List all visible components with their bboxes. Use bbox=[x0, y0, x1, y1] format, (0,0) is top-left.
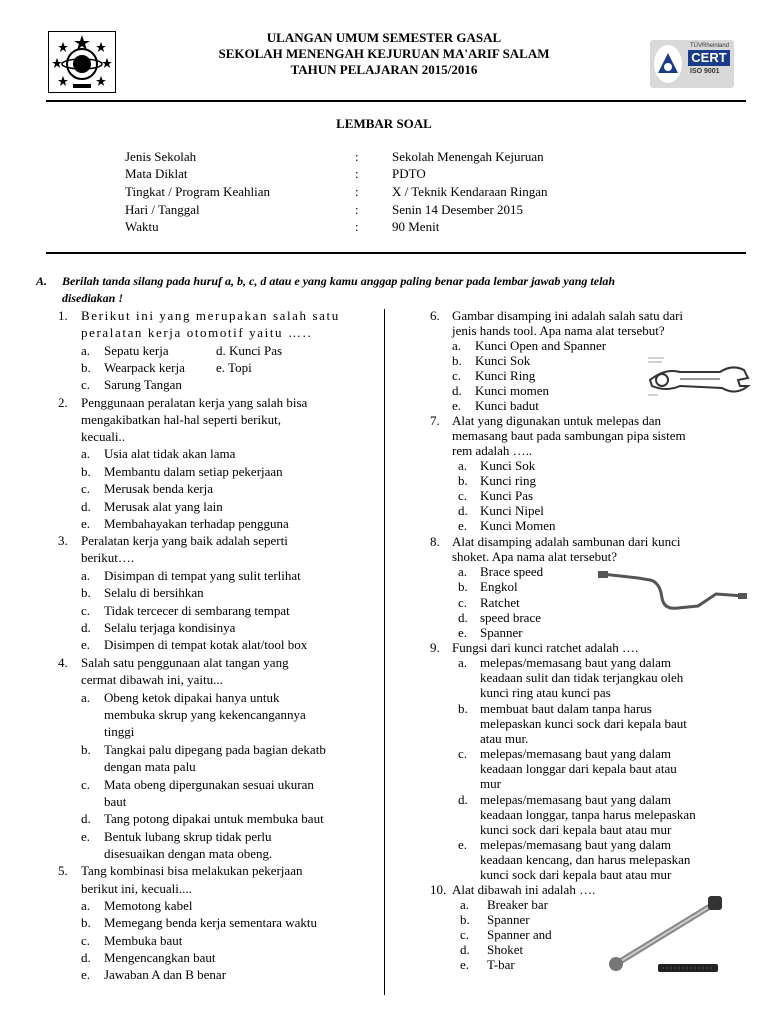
option-letter[interactable]: c. bbox=[452, 368, 462, 383]
info-value: 90 Menit bbox=[392, 219, 440, 234]
question-text: Peralatan kerja yang baik adalah seperti bbox=[81, 533, 288, 548]
option-text[interactable]: Memotong kabel bbox=[104, 898, 193, 913]
info-label: Waktu bbox=[125, 219, 159, 234]
option-text[interactable]: Kunci Ring bbox=[475, 368, 536, 383]
question-text: Alat disamping adalah sambunan dari kunci bbox=[452, 534, 681, 549]
option-letter[interactable]: c. bbox=[81, 377, 91, 392]
option-text[interactable]: keadaan sulit dan tidak terjangkau oleh bbox=[480, 670, 684, 685]
option-letter[interactable]: d. bbox=[452, 383, 462, 398]
question-number: 2. bbox=[58, 395, 68, 410]
question-text: berikut…. bbox=[81, 550, 135, 565]
option-text[interactable]: Wearpack kerja bbox=[104, 360, 185, 375]
header-school-name: SEKOLAH MENENGAH KEJURUAN MA'ARIF SALAM bbox=[218, 46, 550, 61]
option-letter[interactable]: e. bbox=[81, 516, 91, 531]
question-text: Salah satu penggunaan alat tangan yang bbox=[81, 655, 289, 670]
question-number: 6. bbox=[430, 308, 440, 323]
cert-brand: TÜVRheinland bbox=[690, 43, 730, 49]
option-text[interactable]: Brace speed bbox=[480, 564, 544, 579]
option-letter[interactable]: d. bbox=[460, 942, 470, 957]
option-letter[interactable]: a. bbox=[81, 898, 91, 913]
question-text: shoket. Apa nama alat tersebut? bbox=[452, 549, 617, 564]
option-letter[interactable]: e. bbox=[458, 518, 468, 533]
option-letter[interactable]: a. bbox=[458, 655, 468, 670]
option-letter[interactable]: e. bbox=[452, 398, 462, 413]
question-number: 8. bbox=[430, 534, 440, 549]
option-letter[interactable]: c. bbox=[81, 481, 91, 496]
question-text: Berikut ini yang merupakan salah satu bbox=[81, 308, 340, 323]
question-number: 9. bbox=[430, 640, 440, 655]
question-text: Fungsi dari kunci ratchet adalah …. bbox=[452, 640, 639, 655]
option-text[interactable]: tinggi bbox=[104, 724, 135, 739]
option-text[interactable]: Usia alat tidak akan lama bbox=[104, 446, 236, 461]
option-text[interactable]: keadaan longgar dari kepala baut atau bbox=[480, 761, 677, 776]
option-text[interactable]: Selalu di bersihkan bbox=[104, 585, 204, 600]
option-text[interactable]: melepas/memasang baut yang dalam bbox=[480, 837, 671, 852]
option-letter[interactable]: a. bbox=[81, 343, 91, 358]
info-value: Senin 14 Desember 2015 bbox=[392, 202, 524, 217]
option-text[interactable]: Jawaban A dan B benar bbox=[104, 967, 227, 982]
option-letter[interactable]: b. bbox=[81, 915, 91, 930]
option-text[interactable]: membuka skrup yang kekencangannya bbox=[104, 707, 306, 722]
option-letter[interactable]: c. bbox=[458, 488, 468, 503]
option-letter[interactable]: b. bbox=[81, 585, 91, 600]
question-number: 1. bbox=[58, 308, 68, 323]
header-rule bbox=[46, 100, 746, 102]
option-text[interactable]: melepas/memasang baut yang dalam bbox=[480, 655, 671, 670]
option-letter[interactable]: d. bbox=[81, 620, 91, 635]
option-text[interactable]: Shoket bbox=[487, 942, 524, 957]
option-text[interactable]: Breaker bar bbox=[487, 897, 548, 912]
section-instruction: Berilah tanda silang pada huruf a, b, c, d atau e yang kamu anggap paling benar pada lembar jawab yang telah bbox=[62, 274, 616, 288]
option-letter[interactable]: e. bbox=[81, 829, 91, 844]
option-letter[interactable]: e. bbox=[81, 967, 91, 982]
option-letter[interactable]: d. bbox=[81, 950, 91, 965]
cert-label: CERT bbox=[688, 50, 730, 66]
option-text[interactable]: Merusak alat yang lain bbox=[104, 499, 223, 514]
info-colon: : bbox=[355, 219, 359, 234]
option-text[interactable]: Membuka baut bbox=[104, 933, 183, 948]
option-text[interactable]: kunci sock dari kepala baut atau mur bbox=[480, 822, 672, 837]
option-text[interactable]: Kunci Sok bbox=[475, 353, 531, 368]
option-letter[interactable]: a. bbox=[452, 338, 462, 353]
question-text: kecuali.. bbox=[81, 429, 126, 444]
info-value: Sekolah Menengah Kejuruan bbox=[392, 149, 544, 164]
question-text: Tang kombinasi bisa melakukan pekerjaan bbox=[81, 863, 303, 878]
option-text[interactable]: Spanner and bbox=[487, 927, 552, 942]
option-text[interactable]: Ratchet bbox=[480, 595, 520, 610]
option-text[interactable]: Disimpan di tempat yang sulit terlihat bbox=[104, 568, 301, 583]
option-letter[interactable]: b. bbox=[81, 464, 91, 479]
option-letter[interactable]: b. bbox=[452, 353, 462, 368]
option-letter[interactable]: b. bbox=[458, 473, 468, 488]
question-text: mengakibatkan hal-hal seperti berikut, bbox=[81, 412, 281, 427]
option-text[interactable]: e. Topi bbox=[216, 360, 252, 375]
question-number: 4. bbox=[58, 655, 68, 670]
info-colon: : bbox=[355, 184, 359, 199]
option-letter[interactable]: c. bbox=[458, 746, 468, 761]
option-text[interactable]: Disimpen di tempat kotak alat/tool box bbox=[104, 637, 308, 652]
section-instruction-cont: disediakan ! bbox=[62, 291, 124, 305]
option-text[interactable]: Kunci Sok bbox=[480, 458, 536, 473]
question-text: berikut ini, kecuali.... bbox=[81, 881, 192, 896]
option-letter[interactable]: b. bbox=[81, 360, 91, 375]
option-text[interactable]: melepaskan kunci sock dari kepala baut bbox=[480, 716, 687, 731]
info-value: PDTO bbox=[392, 166, 426, 181]
option-text[interactable]: Sarung Tangan bbox=[104, 377, 182, 392]
option-letter[interactable]: d. bbox=[81, 499, 91, 514]
option-letter[interactable]: e. bbox=[460, 957, 470, 972]
option-letter[interactable]: e. bbox=[81, 637, 91, 652]
page-title: LEMBAR SOAL bbox=[336, 116, 432, 131]
section-letter: A. bbox=[36, 274, 48, 288]
option-text[interactable]: dengan mata palu bbox=[104, 759, 196, 774]
info-rule bbox=[46, 252, 746, 254]
question-number: 10. bbox=[430, 882, 447, 897]
option-letter[interactable]: a. bbox=[81, 446, 91, 461]
speed-brace-icon bbox=[598, 568, 748, 623]
header-academic-year: TAHUN PELAJARAN 2015/2016 bbox=[290, 62, 478, 77]
option-text[interactable]: melepas/memasang baut yang dalam bbox=[480, 746, 671, 761]
option-text[interactable]: Tangkai palu dipegang pada bagian dekatb bbox=[104, 742, 326, 757]
option-text[interactable]: Selalu terjaga kondisinya bbox=[104, 620, 236, 635]
option-text[interactable]: keadaan longgar, tanpa harus melepaskan bbox=[480, 807, 696, 822]
option-letter[interactable]: d. bbox=[81, 811, 91, 826]
option-letter[interactable]: e. bbox=[458, 837, 468, 852]
option-text[interactable]: Kunci Nipel bbox=[480, 503, 544, 518]
question-number: 3. bbox=[58, 533, 68, 548]
option-text[interactable]: Membahayakan terhadap pengguna bbox=[104, 516, 289, 531]
question-text: rem adalah ….. bbox=[452, 443, 533, 458]
info-value: X / Teknik Kendaraan Ringan bbox=[392, 184, 548, 199]
option-letter[interactable]: d. bbox=[458, 792, 468, 807]
question-text: Alat yang digunakan untuk melepas dan bbox=[452, 413, 662, 428]
info-label: Tingkat / Program Keahlian bbox=[125, 184, 271, 199]
option-text[interactable]: Mengencangkan baut bbox=[104, 950, 216, 965]
option-text[interactable]: Kunci Pas bbox=[480, 488, 534, 503]
option-text[interactable]: T-bar bbox=[487, 957, 515, 972]
question-number: 7. bbox=[430, 413, 440, 428]
info-label: Mata Diklat bbox=[125, 166, 188, 181]
option-letter[interactable]: a. bbox=[458, 458, 468, 473]
option-text[interactable]: baut bbox=[104, 794, 127, 809]
option-text[interactable]: Memegang benda kerja sementara waktu bbox=[104, 915, 317, 930]
option-letter[interactable]: a. bbox=[458, 564, 468, 579]
option-text[interactable]: Tidak tercecer di sembarang tempat bbox=[104, 603, 290, 618]
option-letter[interactable]: d. bbox=[458, 503, 468, 518]
info-colon: : bbox=[355, 149, 359, 164]
option-text[interactable]: Bentuk lubang skrup tidak perlu bbox=[104, 829, 272, 844]
info-label: Hari / Tanggal bbox=[125, 202, 200, 217]
option-text[interactable]: Sepatu kerja bbox=[104, 343, 169, 358]
option-letter[interactable]: c. bbox=[458, 595, 468, 610]
iso-cert-logo bbox=[650, 40, 734, 88]
question-text: jenis hands tool. Apa nama alat tersebut? bbox=[452, 323, 665, 338]
question-text: cermat dibawah ini, yaitu... bbox=[81, 672, 223, 687]
breaker-bar-icon bbox=[602, 894, 728, 979]
question-text: memasang baut pada sambungan pipa sistem bbox=[452, 428, 686, 443]
option-text[interactable]: speed brace bbox=[480, 610, 541, 625]
option-text[interactable]: Kunci Momen bbox=[480, 518, 556, 533]
option-text[interactable]: disesuaikan dengan mata obeng. bbox=[104, 846, 273, 861]
question-text: Gambar disamping ini adalah salah satu dari bbox=[452, 308, 684, 323]
option-letter[interactable]: b. bbox=[460, 912, 470, 927]
option-letter[interactable]: d. bbox=[458, 610, 468, 625]
option-text[interactable]: Spanner bbox=[480, 625, 523, 640]
option-text[interactable]: Membantu dalam setiap pekerjaan bbox=[104, 464, 283, 479]
option-letter[interactable]: c. bbox=[81, 777, 91, 792]
option-letter[interactable]: c. bbox=[460, 927, 470, 942]
option-letter[interactable]: b. bbox=[81, 742, 91, 757]
option-letter[interactable]: a. bbox=[81, 690, 91, 705]
question-text: Penggunaan peralatan kerja yang salah bisa bbox=[81, 395, 308, 410]
option-text[interactable]: Spanner bbox=[487, 912, 530, 927]
option-text[interactable]: Merusak benda kerja bbox=[104, 481, 214, 496]
option-text[interactable]: Mata obeng dipergunakan sesuai ukuran bbox=[104, 777, 314, 792]
cert-iso: ISO 9001 bbox=[690, 68, 720, 75]
option-letter[interactable]: b. bbox=[458, 579, 468, 594]
option-letter[interactable]: a. bbox=[81, 568, 91, 583]
question-text: Alat dibawah ini adalah …. bbox=[452, 882, 596, 897]
option-text[interactable]: Engkol bbox=[480, 579, 518, 594]
option-text[interactable]: Kunci Open and Spanner bbox=[475, 338, 607, 353]
option-text[interactable]: Kunci badut bbox=[475, 398, 539, 413]
info-label: Jenis Sekolah bbox=[125, 149, 197, 164]
option-text[interactable]: Kunci ring bbox=[480, 473, 536, 488]
option-letter[interactable]: c. bbox=[81, 933, 91, 948]
question-text: peralatan kerja otomotif yaitu ….. bbox=[81, 325, 313, 340]
option-text[interactable]: kunci ring atau kunci pas bbox=[480, 685, 611, 700]
option-text[interactable]: melepas/memasang baut yang dalam bbox=[480, 792, 671, 807]
question-number: 5. bbox=[58, 863, 68, 878]
info-colon: : bbox=[355, 202, 359, 217]
option-text[interactable]: membuat baut dalam tanpa harus bbox=[480, 701, 652, 716]
option-letter[interactable]: a. bbox=[460, 897, 470, 912]
option-text[interactable]: atau mur. bbox=[480, 731, 529, 746]
option-letter[interactable]: e. bbox=[458, 625, 468, 640]
option-text[interactable]: Kunci momen bbox=[475, 383, 550, 398]
option-letter[interactable]: b. bbox=[458, 701, 468, 716]
option-text[interactable]: kunci sock dari kepala baut atau mur bbox=[480, 867, 672, 882]
column-divider bbox=[384, 309, 385, 995]
option-text[interactable]: Tang potong dipakai untuk membuka baut bbox=[104, 811, 324, 826]
option-text[interactable]: keadaan kencang, dan harus melepaskan bbox=[480, 852, 691, 867]
option-letter[interactable]: c. bbox=[81, 603, 91, 618]
info-colon: : bbox=[355, 166, 359, 181]
header-exam-title: ULANGAN UMUM SEMESTER GASAL bbox=[266, 30, 502, 45]
option-text[interactable]: Obeng ketok dipakai hanya untuk bbox=[104, 690, 280, 705]
option-text[interactable]: d. Kunci Pas bbox=[216, 343, 283, 358]
option-text[interactable]: mur bbox=[480, 776, 501, 791]
cert-seal-icon bbox=[654, 45, 682, 83]
combination-wrench-icon bbox=[640, 350, 755, 405]
